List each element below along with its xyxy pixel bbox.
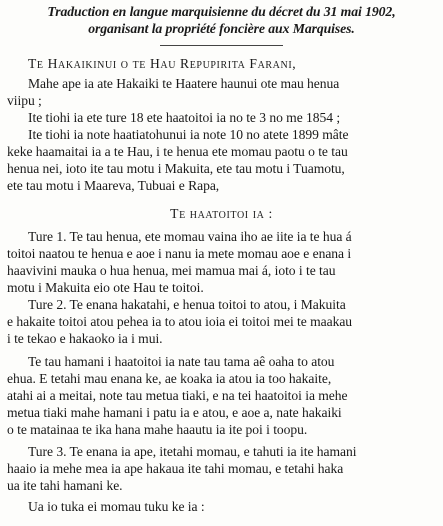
article-line: metua tiaki mahe hamani i patu ia e atou, e aoe a, nate hakaiki: [7, 405, 342, 420]
article-line: Ture 3. Te enana ia ape, itetahi momau, e tahuti ia ite hamani: [28, 444, 357, 459]
article-line: o te matainaa te ika hana mahe haautu ia ite poi i toopu.: [7, 422, 308, 437]
paragraph-line: Ite tiohi ia ete ture 18 ete haatoitoi ia no te 3 no me 1854 ;: [28, 110, 341, 125]
paragraph-line: henua nei, ioto ite tau motu i Makuita, ete tau motu i Tuamotu,: [7, 161, 345, 176]
article-line: ehua. E tetahi mau enana ke, ae koaka ia atou ia too hakaite,: [7, 371, 332, 386]
article-line: haaio ia mehe mea ia ape hakaua ite tahi momau, e tetahi haka: [7, 461, 344, 476]
title-divider: [160, 45, 283, 46]
article-line: haavivini mauka o hua henua, mei mamua mai á, ioto i te tau: [7, 263, 336, 278]
article-line: toitoi naatou te henua e aoe i nanu ia mete momau aoe e enana i: [7, 246, 352, 261]
paragraph-line: ete tau motu i Maareva, Tubuai e Rapa,: [7, 178, 220, 193]
article-line: Ua io tuka ei momau tuku ke ia :: [28, 499, 205, 514]
article-line: Ture 1. Te tau henua, ete momau vaina iho ae iite ia te hua á: [28, 229, 352, 244]
article-line: Te tau hamani i haatoitoi ia nate tau tama aê oaha to atou: [28, 354, 335, 369]
decree-heading: Te Hakaikinui o te Hau Repupirita Farani,: [28, 56, 297, 71]
paragraph-line: keke haamaitai ia a te Hau, i te henua ete momau paotu o te tau: [7, 144, 348, 159]
paragraph-line: Ite tiohi ia note haatiatohunui ia note 10 no atete 1899 mâte: [28, 127, 349, 142]
article-line: motu i Makuita eio ote Hau te toitoi.: [7, 280, 204, 295]
article-line: atahi ai a meitai, note tau metua tiaki, e na tei haatoitoi ia mehe: [7, 388, 348, 403]
paragraph-line: viipu ;: [7, 93, 42, 108]
document-title-line-1: Traduction en langue marquisienne du décret du 31 mai 1902,: [47, 5, 396, 20]
article-line: i te tekao e hakaoko ia i mui.: [7, 331, 163, 346]
document-title-line-2: organisant la propriété foncière aux Marquises.: [88, 22, 355, 37]
article-line: ua ite tahi hamani ke.: [7, 478, 123, 493]
article-line: e hakaite toitoi atou pehea ia to atou ioia ei toitoi mei te maakau: [7, 314, 353, 329]
article-line: Ture 2. Te enana hakatahi, e henua toitoi to atou, i Makuita: [28, 297, 346, 312]
paragraph-line: Mahe ape ia ate Hakaiki te Haatere haunui ote mau henua: [28, 76, 340, 91]
section-heading: Te haatoitoi ia :: [170, 206, 273, 221]
